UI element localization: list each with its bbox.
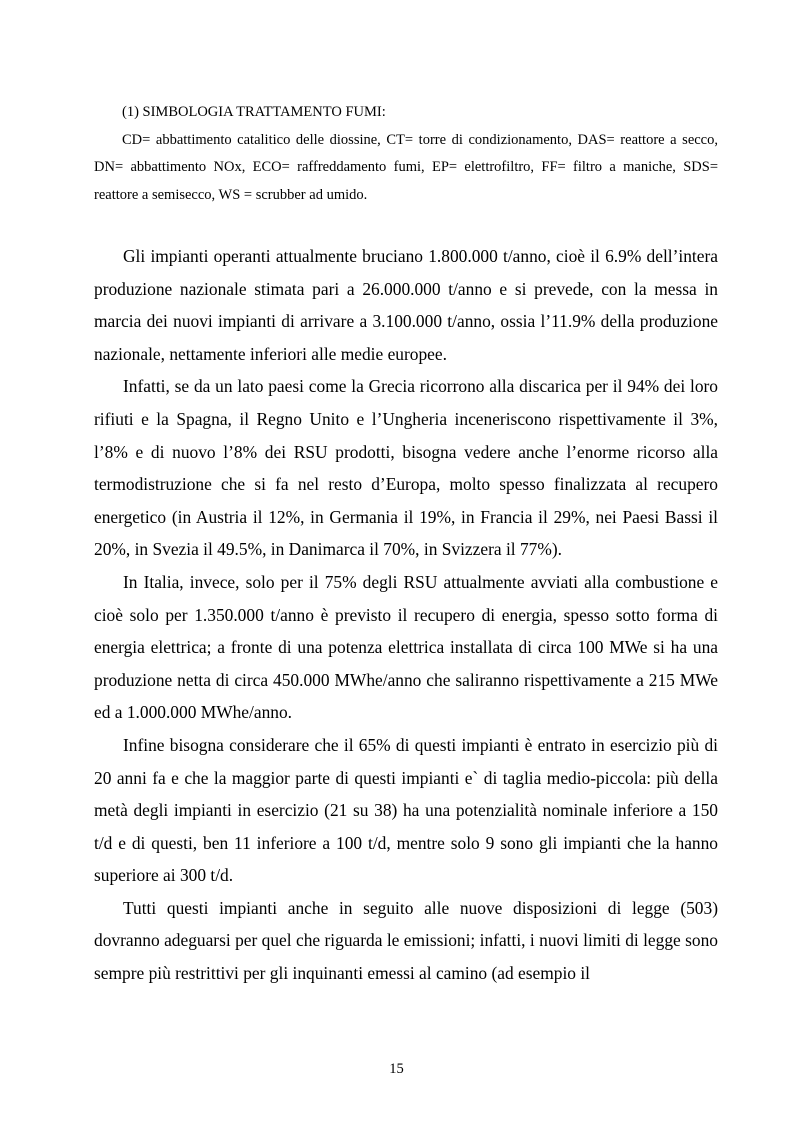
page-number: 15 — [389, 1061, 404, 1077]
footnote — [94, 99, 718, 209]
main-text — [94, 240, 718, 990]
paragraph: Tutti questi impianti anche in seguito alle nuove disposizioni di legge (503) dovranno adeguarsi per quel che riguarda le emissioni; infatti, i nuovi limiti di legge sono sempre più restrittivi per gli inquinanti emessi al camino (ad esempio il — [94, 897, 718, 984]
paragraph: Gli impianti operanti attualmente bruciano 1.800.000 t/anno, cioè il 6.9% dell’intera produzione nazionale stimata pari a 26.000.000 t/anno e si prevede, con la messa in marcia dei nuovi impianti di arrivare a 3.100.000 t/anno, ossia l’11.9% della produzione nazionale, nettamente inferiori alle medie europee. — [94, 246, 718, 364]
footnote-heading: (1) SIMBOLOGIA TRATTAMENTO FUMI: — [122, 104, 386, 120]
paragraph: Infine bisogna considerare che il 65% di questi impianti è entrato in esercizio più di 20 anni fa e che la maggior parte di questi impianti e` di taglia medio-piccola: più della metà degli impianti in esercizio (21 su 38) ha una potenzialità nominale inferiore a 150 t/d e di questi, ben 11 inferiore a 100 t/d, mentre solo 9 sono gli impianti che la hanno superiore ai 300 t/d. — [94, 734, 718, 886]
paragraph: Infatti, se da un lato paesi come la Grecia ricorrono alla discarica per il 94% dei loro rifiuti e la Spagna, il Regno Unito e l’Ungheria inceneriscono rispettivamente il 3%, l’8% e di nuovo l’8% dei RSU prodotti, bisogna vedere anche l’enorme ricorso alla termodistruzione che si fa nel resto d’Europa, molto spesso finalizzata al recupero energetico (in Austria il 12%, in Germania il 19%, in Francia il 29%, nei Paesi Bassi il 20%, in Svezia il 49.5%, in Danimarca il 70%, in Svizzera il 77%). — [94, 376, 718, 560]
footnote-text: CD= abbattimento catalitico delle diossine, CT= torre di condizionamento, DAS= reattore a secco, DN= abbattimento NOx, ECO= raffreddamento fumi, EP= elettrofiltro, FF= filtro a maniche, SDS= reattore a semisecco, WS = scrubber ad umido. — [94, 131, 718, 203]
paragraph: In Italia, invece, solo per il 75% degli RSU attualmente avviati alla combustione e cioè solo per 1.350.000 t/anno è previsto il recupero di energia, spesso sotto forma di energia elettrica; a fronte di una potenza elettrica installata di circa 100 MWe si ha una produzione netta di circa 450.000 MWhe/anno che saliranno rispettivamente a 215 MWe ed a 1.000.000 MWhe/anno. — [94, 571, 718, 723]
